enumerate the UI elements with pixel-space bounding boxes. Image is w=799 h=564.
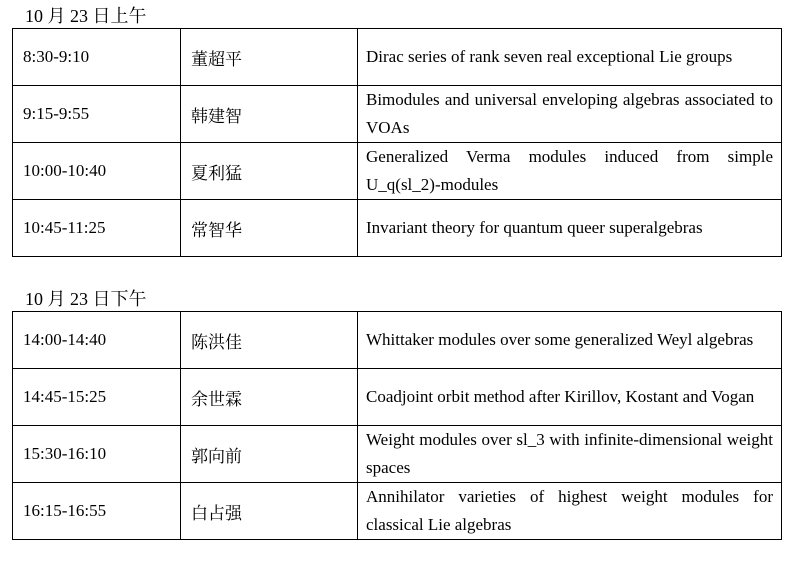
table-row <box>13 369 782 426</box>
time-cell: 15:30-16:10 <box>13 426 181 483</box>
speaker-name-cell: 韩建智 <box>181 86 358 143</box>
table-row <box>13 143 782 200</box>
talk-title-cell: Whittaker modules over some generalized Weyl algebras <box>358 312 782 369</box>
schedule-table-morning <box>12 28 782 257</box>
schedule-section-morning <box>12 6 799 257</box>
speaker-name-cell: 余世霖 <box>181 369 358 426</box>
schedule-table-afternoon <box>12 311 782 540</box>
speaker-name-cell: 董超平 <box>181 29 358 86</box>
table-row <box>13 200 782 257</box>
table-row <box>13 483 782 540</box>
speaker-name-cell: 陈洪佳 <box>181 312 358 369</box>
time-cell: 16:15-16:55 <box>13 483 181 540</box>
speaker-name-cell: 郭向前 <box>181 426 358 483</box>
talk-title-cell: Coadjoint orbit method after Kirillov, Kostant and Vogan <box>358 369 782 426</box>
table-row <box>13 312 782 369</box>
speaker-name-cell: 常智华 <box>181 200 358 257</box>
speaker-name-cell: 白占强 <box>181 483 358 540</box>
talk-title-cell: Annihilator varieties of highest weight modules for classical Lie algebras <box>358 483 782 540</box>
talk-title-cell: Bimodules and universal enveloping algebras associated to VOAs <box>358 86 782 143</box>
time-cell: 8:30-9:10 <box>13 29 181 86</box>
speaker-name-cell: 夏利猛 <box>181 143 358 200</box>
table-row <box>13 426 782 483</box>
talk-title-cell: Invariant theory for quantum queer superalgebras <box>358 200 782 257</box>
time-cell: 10:45-11:25 <box>13 200 181 257</box>
talk-title-cell: Weight modules over sl_3 with infinite-dimensional weight spaces <box>358 426 782 483</box>
section-title-afternoon: 10 月 23 日下午 <box>25 289 147 309</box>
time-cell: 10:00-10:40 <box>13 143 181 200</box>
talk-title-cell: Generalized Verma modules induced from simple U_q(sl_2)-modules <box>358 143 782 200</box>
table-row <box>13 29 782 86</box>
time-cell: 14:45-15:25 <box>13 369 181 426</box>
time-cell: 14:00-14:40 <box>13 312 181 369</box>
talk-title-cell: Dirac series of rank seven real exceptional Lie groups <box>358 29 782 86</box>
schedule-section-afternoon <box>12 289 799 540</box>
section-title-morning: 10 月 23 日上午 <box>25 6 147 26</box>
time-cell: 9:15-9:55 <box>13 86 181 143</box>
table-row <box>13 86 782 143</box>
